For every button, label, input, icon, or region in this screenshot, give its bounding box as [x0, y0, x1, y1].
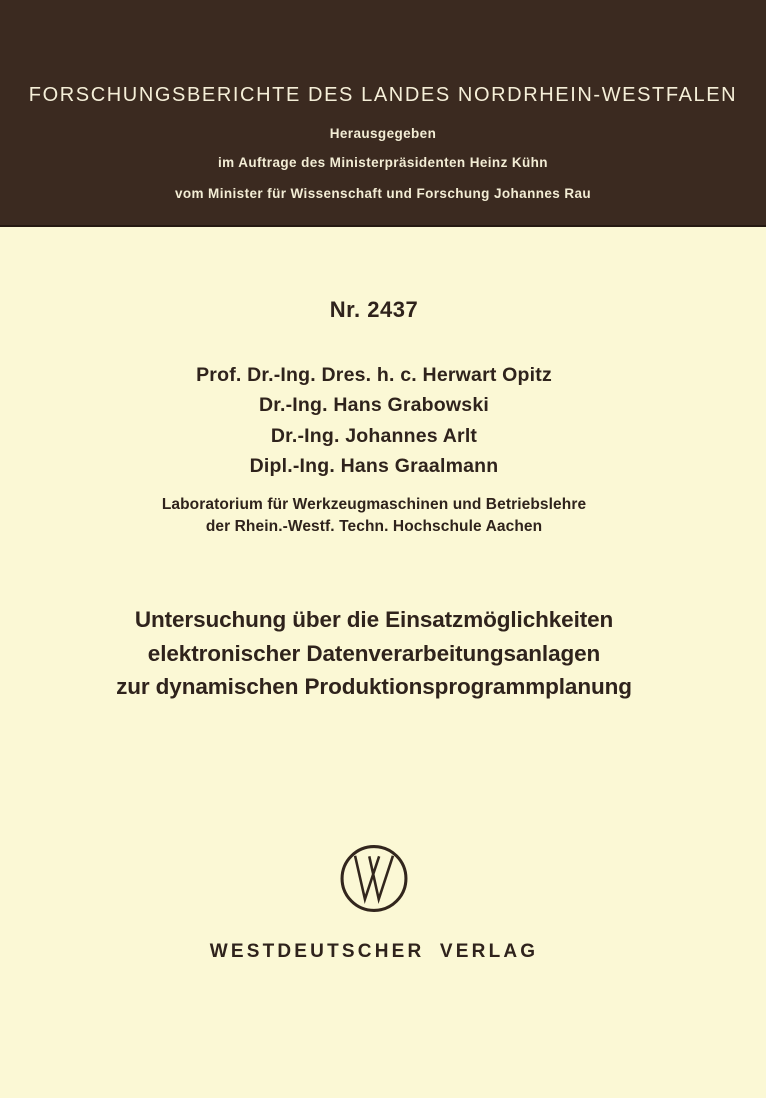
affiliation-block	[0, 494, 748, 537]
publisher-name: WESTDEUTSCHER VERLAG	[209, 941, 539, 962]
logo-right-v-stroke	[369, 856, 393, 899]
title-line: zur dynamischen Produktionsprogrammplanung	[116, 674, 632, 700]
logo-left-v-stroke	[355, 856, 379, 899]
affiliation-line: der Rhein.-Westf. Techn. Hochschule Aachen	[205, 517, 543, 535]
authors-block	[0, 360, 748, 482]
affiliation-line: Laboratorium für Werkzeugmaschinen und Betriebslehre	[161, 496, 587, 513]
publisher-logo-icon	[340, 844, 409, 913]
author-name: Dr.-Ing. Hans Grabowski	[259, 394, 489, 417]
book-title	[0, 603, 748, 704]
author-name: Dipl.-Ing. Hans Graalmann	[249, 455, 499, 478]
author-name: Prof. Dr.-Ing. Dres. h. c. Herwart Opitz	[196, 364, 552, 386]
commission-line: im Auftrage des Ministerpräsidenten Heinz Kühn	[218, 155, 548, 170]
title-line: Untersuchung über die Einsatzmöglichkeiten	[134, 607, 614, 632]
author-name: Dr.-Ing. Johannes Arlt	[270, 424, 478, 447]
report-number: Nr. 2437	[329, 297, 419, 322]
wv-monogram-icon	[340, 844, 409, 913]
edited-by-line: Herausgegeben	[329, 126, 437, 141]
title-line: elektronischer Datenverarbeitungsanlagen	[147, 640, 601, 666]
minister-line: vom Minister für Wissenschaft und Forschung Johannes Rau	[174, 186, 592, 201]
series-title: FORSCHUNGSBERICHTE DES LANDES NORDRHEIN-WESTFALEN	[28, 84, 738, 106]
